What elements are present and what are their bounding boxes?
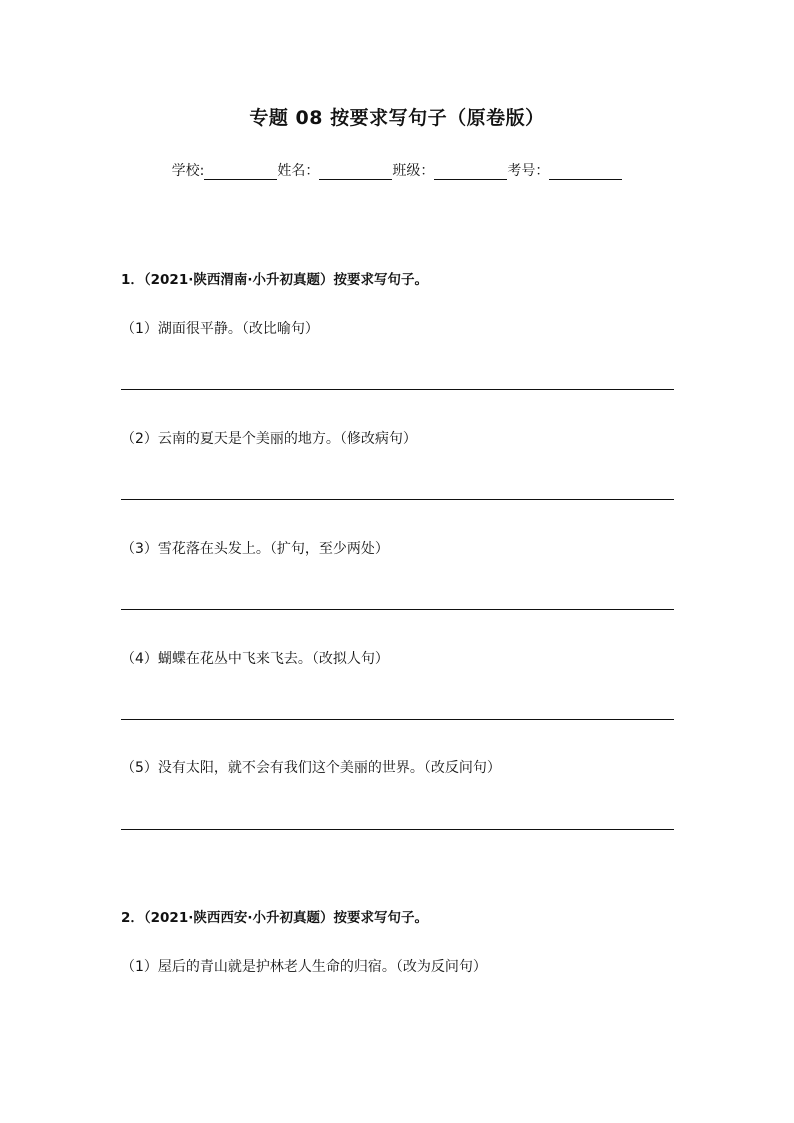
class-blank[interactable]: [434, 161, 507, 180]
answer-line-1-3[interactable]: [121, 609, 674, 610]
question-1-1: （1）湖面很平静。（改比喻句）: [121, 321, 319, 337]
answer-line-1-2[interactable]: [121, 499, 674, 500]
question-1-5: （5）没有太阳，就不会有我们这个美丽的世界。（改反问句）: [121, 760, 501, 776]
name-label: 姓名：: [277, 163, 320, 179]
name-field: [277, 160, 392, 180]
name-blank[interactable]: [319, 161, 392, 180]
number-field: [507, 160, 622, 180]
answer-line-1-4[interactable]: [121, 719, 674, 720]
answer-line-1-1[interactable]: [121, 389, 674, 390]
question-2-1: （1）屋后的青山就是护林老人生命的归宿。（改为反问句）: [121, 959, 487, 975]
school-blank[interactable]: [204, 161, 277, 180]
section-2-heading: 2．（2021·陕西西安·小升初真题）按要求写句子。: [121, 910, 428, 926]
number-label: 考号：: [507, 163, 550, 179]
section-1-heading: 1．（2021·陕西渭南·小升初真题）按要求写句子。: [121, 272, 428, 288]
question-1-4: （4）蝴蝶在花丛中飞来飞去。（改拟人句）: [121, 651, 389, 667]
school-label: 学校:: [171, 163, 205, 179]
question-1-3: （3）雪花落在头发上。（扩句，至少两处）: [121, 541, 389, 557]
page-title: 专题 08 按要求写句子（原卷版）: [249, 107, 545, 129]
question-1-2: （2）云南的夏天是个美丽的地方。（修改病句）: [121, 431, 417, 447]
class-label: 班级：: [392, 163, 435, 179]
number-blank[interactable]: [549, 161, 622, 180]
school-field: [172, 160, 278, 180]
student-info-row: [0, 160, 794, 180]
class-field: [392, 160, 507, 180]
answer-line-1-5[interactable]: [121, 829, 674, 830]
